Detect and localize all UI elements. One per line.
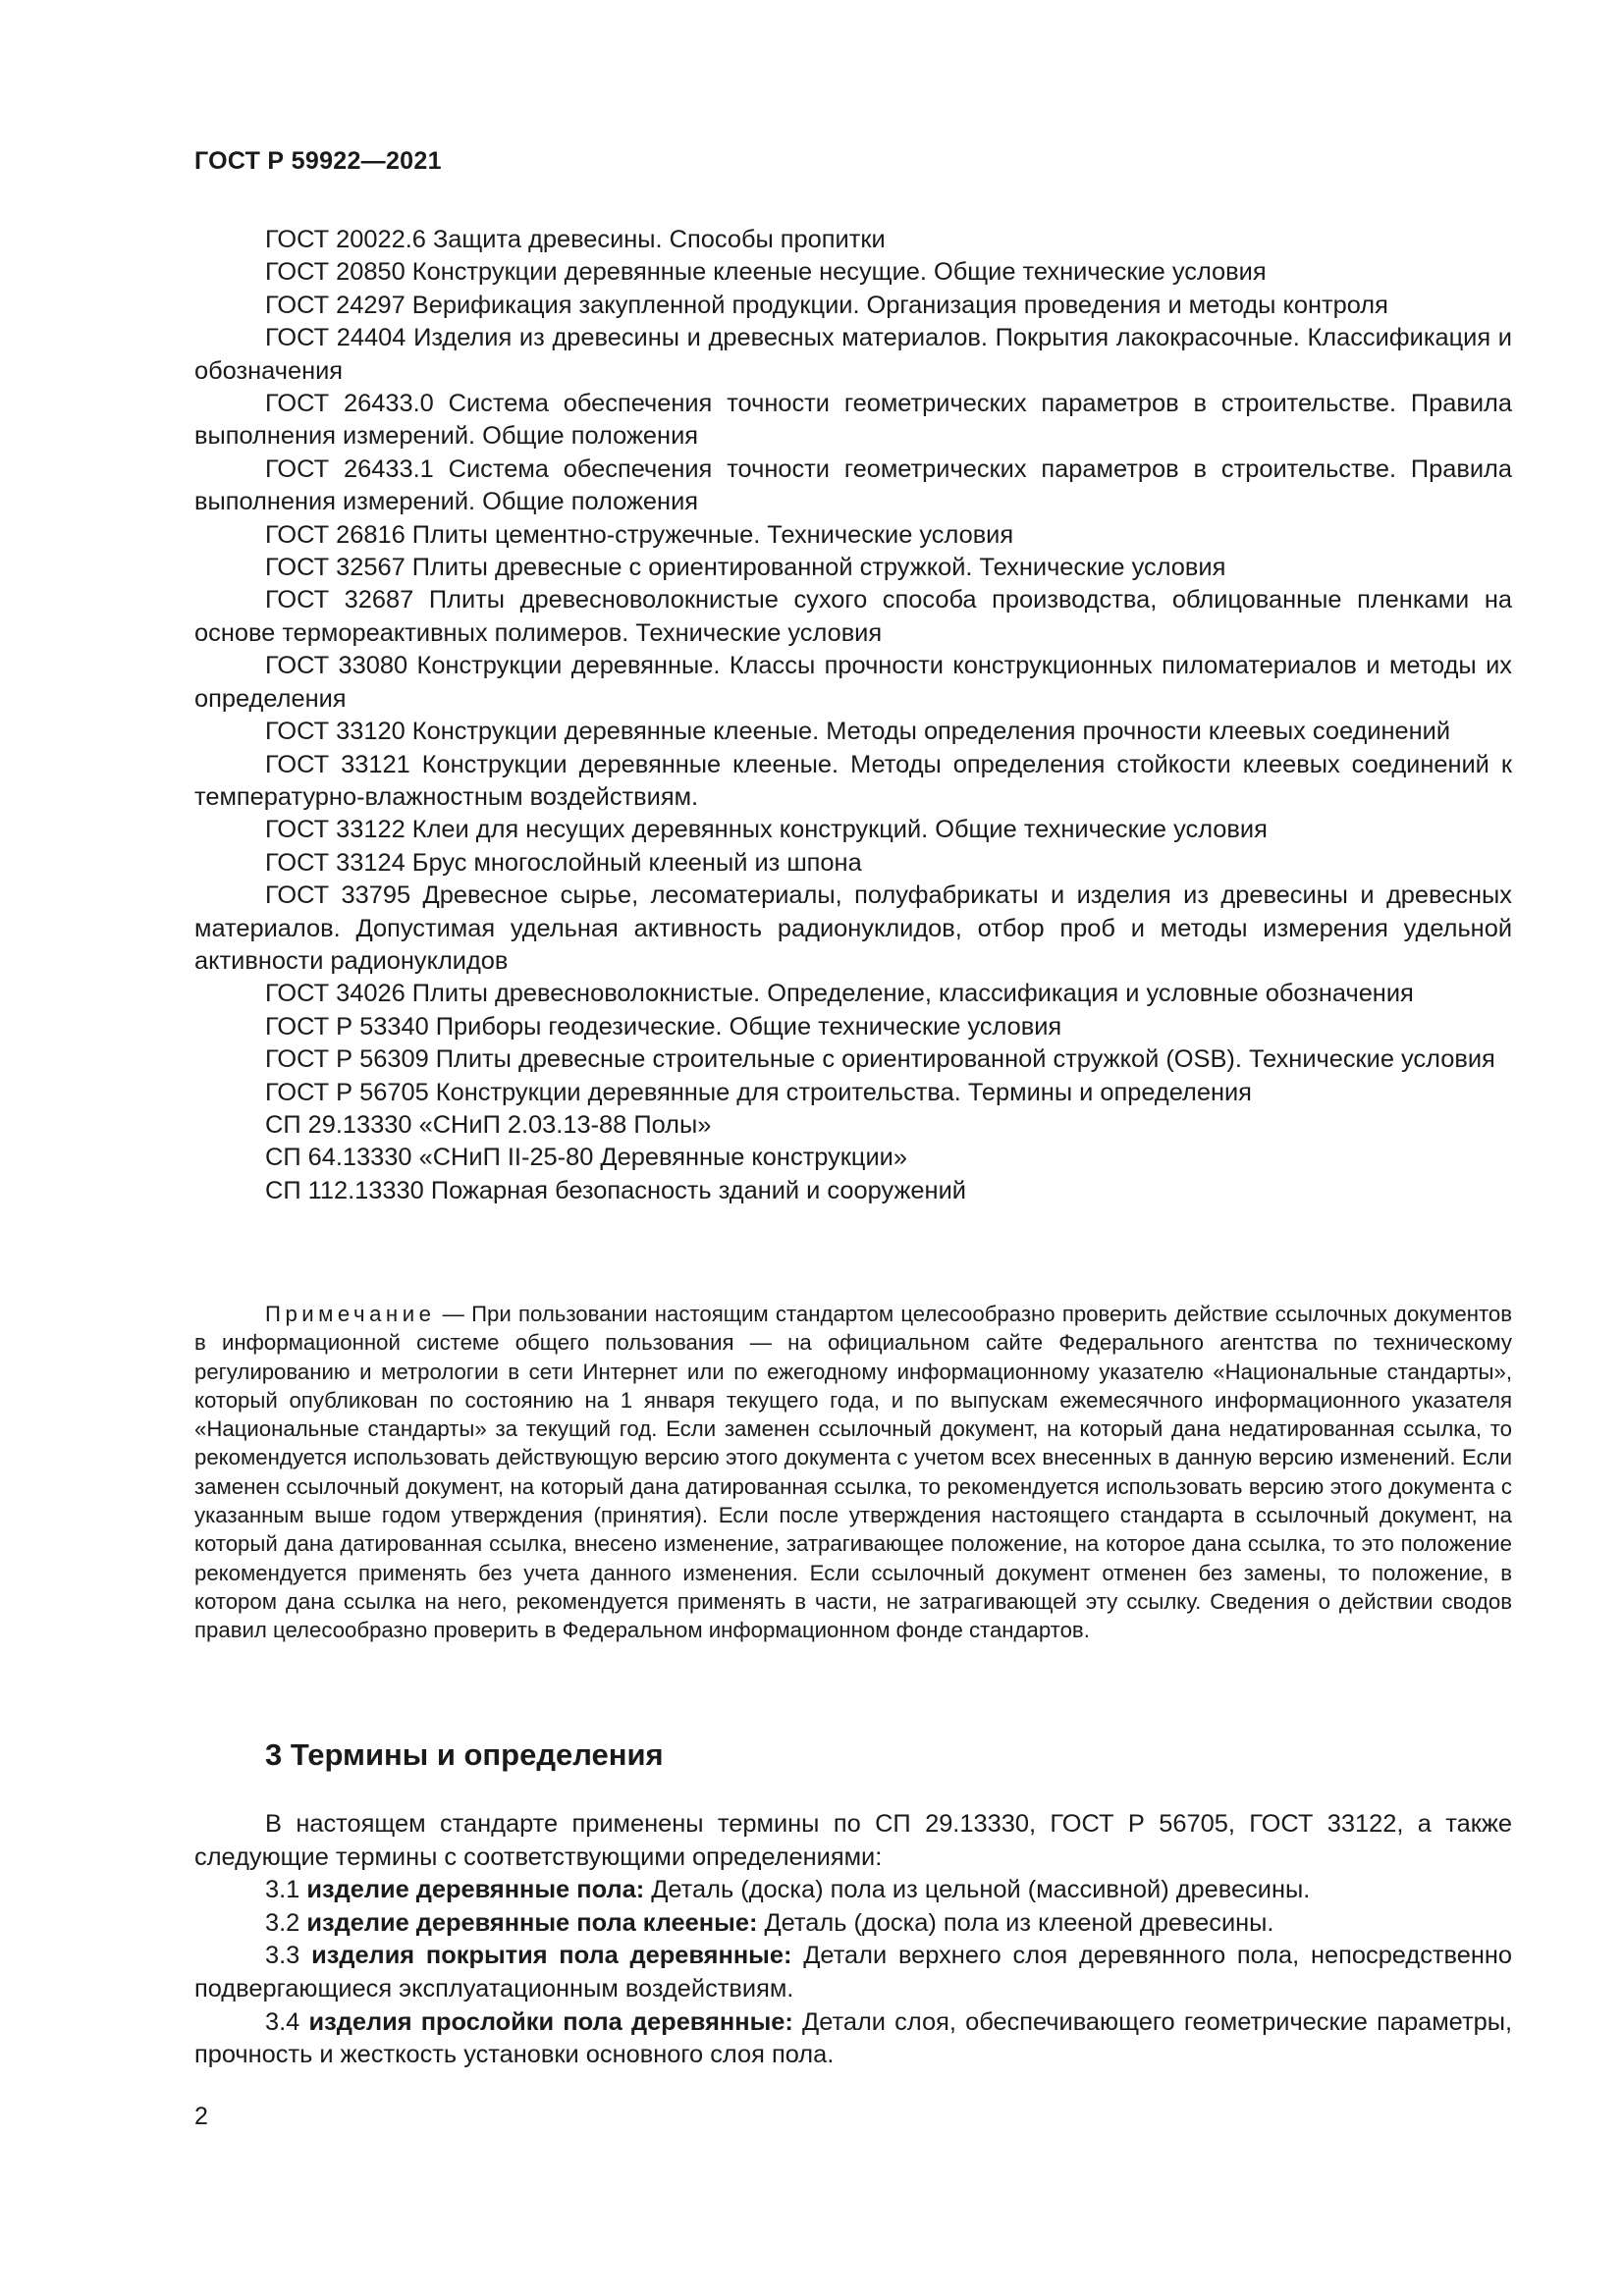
section-title: 3 Термины и определения	[265, 1737, 664, 1772]
reference-item: ГОСТ 24297 Верификация закупленной продукции. Организация проведения и методы контроля	[265, 291, 1388, 319]
reference-item: ГОСТ Р 53340 Приборы геодезические. Общие технические условия	[265, 1012, 1062, 1041]
note-label: Примечание	[265, 1302, 436, 1326]
terms-section	[194, 1808, 1512, 2072]
term-item	[194, 1874, 1512, 1907]
reference-item: ГОСТ 33080 Конструкции деревянные. Классы прочности конструкционных пиломатериалов и методы их определения	[194, 652, 1512, 713]
reference-item: ГОСТ 26433.1 Система обеспечения точности геометрических параметров в строительстве. Правила выполнения измерений. Общие положения	[194, 454, 1512, 516]
term-item	[194, 1940, 1512, 2005]
reference-item: ГОСТ 33122 Клеи для несущих деревянных конструкций. Общие технические условия	[265, 816, 1268, 844]
reference-item: ГОСТ 20022.6 Защита древесины. Способы пропитки	[265, 226, 886, 253]
reference-item: ГОСТ Р 56705 Конструкции деревянные для строительства. Термины и определения	[265, 1078, 1252, 1106]
term-number: 3.1	[265, 1876, 307, 1904]
document-header: ГОСТ Р 59922—2021	[194, 147, 442, 175]
term-definition: Детали слоя, обеспечивающего геометрические параметры, прочность и жесткость установки основного слоя пола.	[194, 2007, 1512, 2069]
note-paragraph	[194, 1300, 1512, 1645]
reference-item: ГОСТ 24404 Изделия из древесины и древесных материалов. Покрытия лакокрасочные. Классификация и обозначения	[194, 324, 1512, 385]
term-number: 3.3	[265, 1942, 312, 1970]
reference-item: ГОСТ Р 56309 Плиты древесные строительные с ориентированной стружкой (OSB). Технические условия	[265, 1045, 1495, 1074]
term-name: изделие деревянные пола:	[306, 1876, 645, 1904]
section-intro: В настоящем стандарте применены термины по СП 29.13330, ГОСТ Р 56705, ГОСТ 33122, а также следующие термины с соответствующими определениями:	[194, 1810, 1512, 1871]
reference-item: ГОСТ 32687 Плиты древесноволокнистые сухого способа производства, облицованные пленками на основе термореактивных полимеров. Технические условия	[194, 586, 1512, 647]
page-number: 2	[194, 2103, 208, 2130]
reference-item: ГОСТ 33121 Конструкции деревянные клееные. Методы определения стойкости клеевых соединений к температурно-влажностным воздействиям.	[194, 750, 1512, 811]
term-item	[194, 2006, 1512, 2072]
term-name: изделия покрытия пола деревянные:	[311, 1942, 792, 1970]
reference-item: ГОСТ 34026 Плиты древесноволокнистые. Определение, классификация и условные обозначения	[265, 980, 1414, 1008]
reference-item: СП 112.13330 Пожарная безопасность зданий и сооружений	[265, 1176, 966, 1204]
term-item	[194, 1907, 1512, 1941]
term-definition: Деталь (доска) пола из клееной древесины.	[757, 1908, 1274, 1937]
reference-item: ГОСТ 20850 Конструкции деревянные клееные несущие. Общие технические условия	[265, 258, 1267, 287]
reference-item: ГОСТ 32567 Плиты древесные с ориентированной стружкой. Технические условия	[265, 554, 1226, 582]
reference-item: СП 64.13330 «СНиП II-25-80 Деревянные конструкции»	[265, 1144, 907, 1172]
note-block	[194, 1300, 1512, 1645]
reference-item: ГОСТ 26816 Плиты цементно-стружечные. Технические условия	[265, 520, 1014, 549]
reference-item: ГОСТ 33124 Брус многослойный клееный из шпона	[265, 848, 862, 877]
term-definition: Детали верхнего слоя деревянного пола, непосредственно подвергающиеся эксплуатационным воздействиям.	[194, 1942, 1513, 2002]
reference-item: ГОСТ 26433.0 Система обеспечения точности геометрических параметров в строительстве. Правила выполнения измерений. Общие положения	[194, 390, 1512, 451]
term-definition: Деталь (доска) пола из цельной (массивной) древесины.	[644, 1876, 1311, 1904]
references-list	[194, 224, 1512, 1207]
term-name: изделие деревянные пола клееные:	[306, 1908, 758, 1937]
reference-item: ГОСТ 33795 Древесное сырье, лесоматериалы, полуфабрикаты и изделия из древесины и древесных материалов. Допустимая удельная активность радионуклидов, отбор проб и методы измерения удельной активности радионуклидов	[194, 881, 1512, 975]
reference-item: ГОСТ 33120 Конструкции деревянные клееные. Методы определения прочности клеевых соединений	[265, 718, 1451, 746]
term-name: изделия прослойки пола деревянные:	[308, 2007, 793, 2036]
term-number: 3.4	[265, 2007, 309, 2036]
term-number: 3.2	[265, 1908, 307, 1937]
note-text: — При пользовании настоящим стандартом целесообразно проверить действие ссылочных документов в информационной системе общего пользования — на официальном сайте Федерального агентства по техническому регулированию и метрологии в сети Интернет или по ежегодному информационному указателю «Национальные стандарты», который опубликован по состоянию на 1 января текущего года, и по выпускам ежемесячного информационного указателя «Национальные стандарты» за текущий год. Если заменен ссылочный документ, на который дана недатированная ссылка, то рекомендуется использовать действующую версию этого документа с учетом всех внесенных в данную версию изменений. Если заменен ссылочный документ, на который дана датированная ссылка, то рекомендуется использовать версию этого документа с указанным выше годом утверждения (принятия). Если после утверждения настоящего стандарта в ссылочный документ, на который дана датированная ссылка, внесено изменение, затрагивающее положение, на которое дана ссылка, то это положение рекомендуется применять без учета данного изменения. Если ссылочный документ отменен без замены, то положение, в котором дана ссылка на него, рекомендуется применять в части, не затрагивающей эту ссылку. Сведения о действии сводов правил целесообразно проверить в Федеральном информационном фонде стандартов.	[194, 1302, 1512, 1643]
reference-item: СП 29.13330 «СНиП 2.03.13-88 Полы»	[265, 1110, 712, 1139]
